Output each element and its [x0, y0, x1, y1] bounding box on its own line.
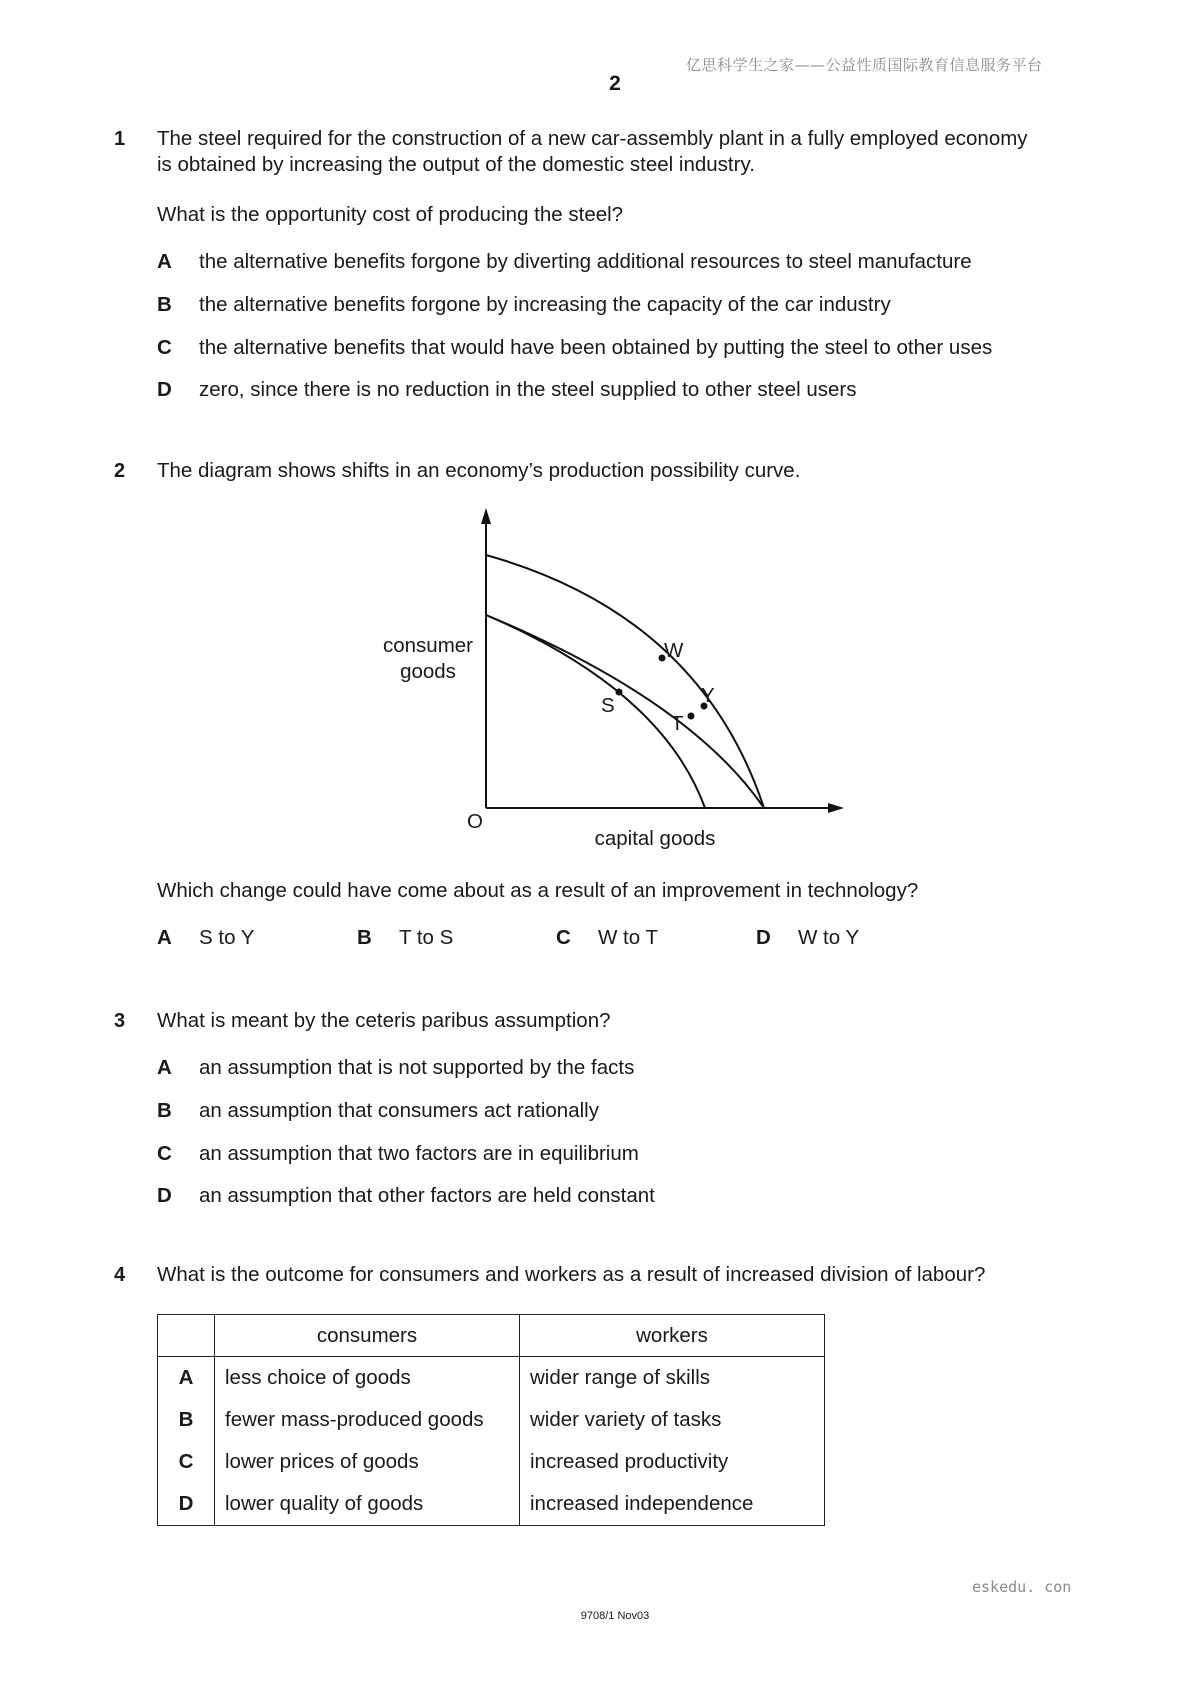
header-watermark: 亿思科学生之家——公益性质国际教育信息服务平台 — [686, 56, 1043, 74]
ppc-curve-outer — [486, 555, 764, 808]
point-w-label: W — [664, 639, 684, 662]
q1-option-a-text: the alternative benefits forgone by diverting additional resources to steel manufacture — [199, 250, 972, 273]
point-s-label: S — [601, 694, 615, 717]
row-workers: increased independence — [520, 1483, 825, 1526]
table-row — [158, 1399, 825, 1441]
x-axis-label: capital goods — [594, 827, 716, 850]
y-axis-label-line1: consumer — [382, 634, 474, 657]
q1-option-d-text: zero, since there is no reduction in the steel supplied to other steel users — [199, 378, 857, 401]
q1-stem-line1: The steel required for the construction of a new car-assembly plant in a fully employed economy — [157, 127, 1028, 150]
q4-number: 4 — [114, 1264, 126, 1286]
q1-option-d-letter: D — [157, 378, 172, 401]
q2-option-a-letter: A — [157, 926, 172, 949]
row-letter: C — [158, 1441, 215, 1483]
q3-number: 3 — [114, 1010, 126, 1032]
q2-number: 2 — [114, 460, 126, 482]
q4-question: What is the outcome for consumers and workers as a result of increased division of labour? — [157, 1263, 986, 1286]
row-letter: A — [158, 1357, 215, 1400]
q1-option-b-letter: B — [157, 293, 172, 316]
q2-option-c-text: W to T — [598, 926, 658, 949]
q2-option-c-letter: C — [556, 926, 571, 949]
q2-option-d-text: W to Y — [798, 926, 860, 949]
y-axis-arrow — [481, 508, 491, 524]
row-workers: wider range of skills — [520, 1357, 825, 1400]
q3-question: What is meant by the ceteris paribus assumption? — [157, 1009, 611, 1032]
table-row — [158, 1357, 825, 1400]
table-header-consumers: consumers — [215, 1315, 520, 1357]
q3-option-d-letter: D — [157, 1184, 172, 1207]
q1-option-b-text: the alternative benefits forgone by increasing the capacity of the car industry — [199, 293, 891, 316]
row-consumers: less choice of goods — [215, 1357, 520, 1400]
footer-watermark: eskedu. con — [972, 1578, 1072, 1596]
q1-question: What is the opportunity cost of producing the steel? — [157, 203, 624, 226]
q4-answer-table — [157, 1314, 825, 1526]
table-row — [158, 1441, 825, 1483]
row-consumers: lower prices of goods — [215, 1441, 520, 1483]
q3-option-d-text: an assumption that other factors are held constant — [199, 1184, 655, 1207]
row-letter: D — [158, 1483, 215, 1526]
q1-option-c-letter: C — [157, 336, 172, 359]
q1-stem-line2: is obtained by increasing the output of the domestic steel industry. — [157, 153, 755, 176]
table-row — [158, 1483, 825, 1526]
q1-option-a-letter: A — [157, 250, 172, 273]
q1-number: 1 — [114, 128, 126, 150]
ppc-curve-middle — [486, 615, 764, 808]
point-s — [616, 689, 623, 696]
point-y-label: Y — [701, 684, 715, 707]
page-number: 2 — [609, 72, 621, 95]
q2-question: Which change could have come about as a result of an improvement in technology? — [157, 879, 919, 902]
row-consumers: lower quality of goods — [215, 1483, 520, 1526]
row-workers: wider variety of tasks — [520, 1399, 825, 1441]
q1-option-c-text: the alternative benefits that would have been obtained by putting the steel to other uses — [199, 336, 993, 359]
q3-option-b-text: an assumption that consumers act rationally — [199, 1099, 599, 1122]
q2-option-d-letter: D — [756, 926, 771, 949]
q3-option-a-text: an assumption that is not supported by the facts — [199, 1056, 635, 1079]
table-header-workers: workers — [520, 1315, 825, 1357]
row-consumers: fewer mass-produced goods — [215, 1399, 520, 1441]
q3-option-b-letter: B — [157, 1099, 172, 1122]
q2-option-a-text: S to Y — [199, 926, 255, 949]
q2-stem: The diagram shows shifts in an economy’s production possibility curve. — [157, 459, 801, 482]
point-t-label: T — [671, 712, 684, 735]
table-header-blank — [158, 1315, 215, 1357]
q3-option-a-letter: A — [157, 1056, 172, 1079]
origin-label: O — [467, 810, 483, 833]
row-letter: B — [158, 1399, 215, 1441]
x-axis-arrow — [828, 803, 844, 813]
q3-option-c-text: an assumption that two factors are in equilibrium — [199, 1142, 639, 1165]
table-header-row — [158, 1315, 825, 1357]
row-workers: increased productivity — [520, 1441, 825, 1483]
point-t — [688, 713, 695, 720]
y-axis-label-line2: goods — [400, 660, 456, 683]
q2-option-b-letter: B — [357, 926, 372, 949]
q3-option-c-letter: C — [157, 1142, 172, 1165]
footer-code: 9708/1 Nov03 — [580, 1610, 650, 1622]
q2-option-b-text: T to S — [399, 926, 454, 949]
